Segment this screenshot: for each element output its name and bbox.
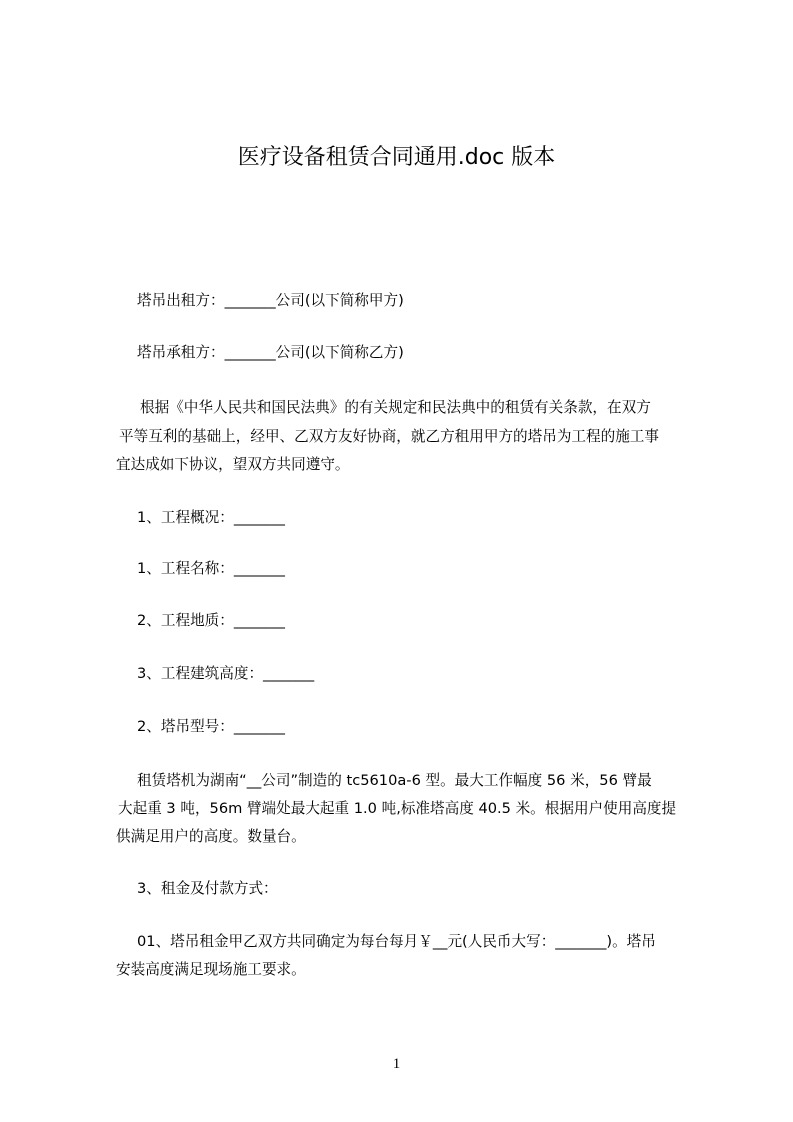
crane-spec-line: 供满足用户的高度。数量台。 [116,828,306,845]
preamble-line: 平等互利的基础上，经甲、乙双方友好协商，就乙方租用甲方的塔吊为工程的施工事 [119,428,659,445]
page-number: 1 [392,1056,401,1072]
rent-line: 01、塔吊租金甲乙双方共同确定为每台每月￥__元(人民币大写：_______)。塔吊 [137,933,656,950]
clause-line: 1、工程概况：_______ [137,509,285,526]
clause-line: 1、工程名称：_______ [137,560,285,577]
crane-spec-line: 租赁塔机为湖南“__公司”制造的 tc5610a-6 型。最大工作幅度 56 米，56 臂最 [137,772,652,789]
rent-line: 安装高度满足现场施工要求。 [116,961,306,978]
lessee-line: 塔吊承租方：_______公司(以下简称乙方) [137,344,404,361]
clause-line: 2、工程地质：_______ [137,612,285,629]
lessor-line: 塔吊出租方：_______公司(以下简称甲方) [137,292,404,309]
document-title: 医疗设备租赁合同通用.doc 版本 [237,145,556,170]
clause-line: 3、工程建筑高度：_______ [137,665,315,682]
preamble-line: 宜达成如下协议，望双方共同遵守。 [116,456,350,473]
clause-line: 2、塔吊型号：_______ [137,718,285,735]
rent-heading: 3、租金及付款方式： [137,880,278,897]
crane-spec-line: 大起重 3 吨，56m 臂端处最大起重 1.0 吨,标准塔高度 40.5 米。根据用户使用高度提 [118,800,677,817]
preamble-line: 根据《中华人民共和国民法典》的有关规定和民法典中的租赁有关条款，在双方 [140,399,651,416]
